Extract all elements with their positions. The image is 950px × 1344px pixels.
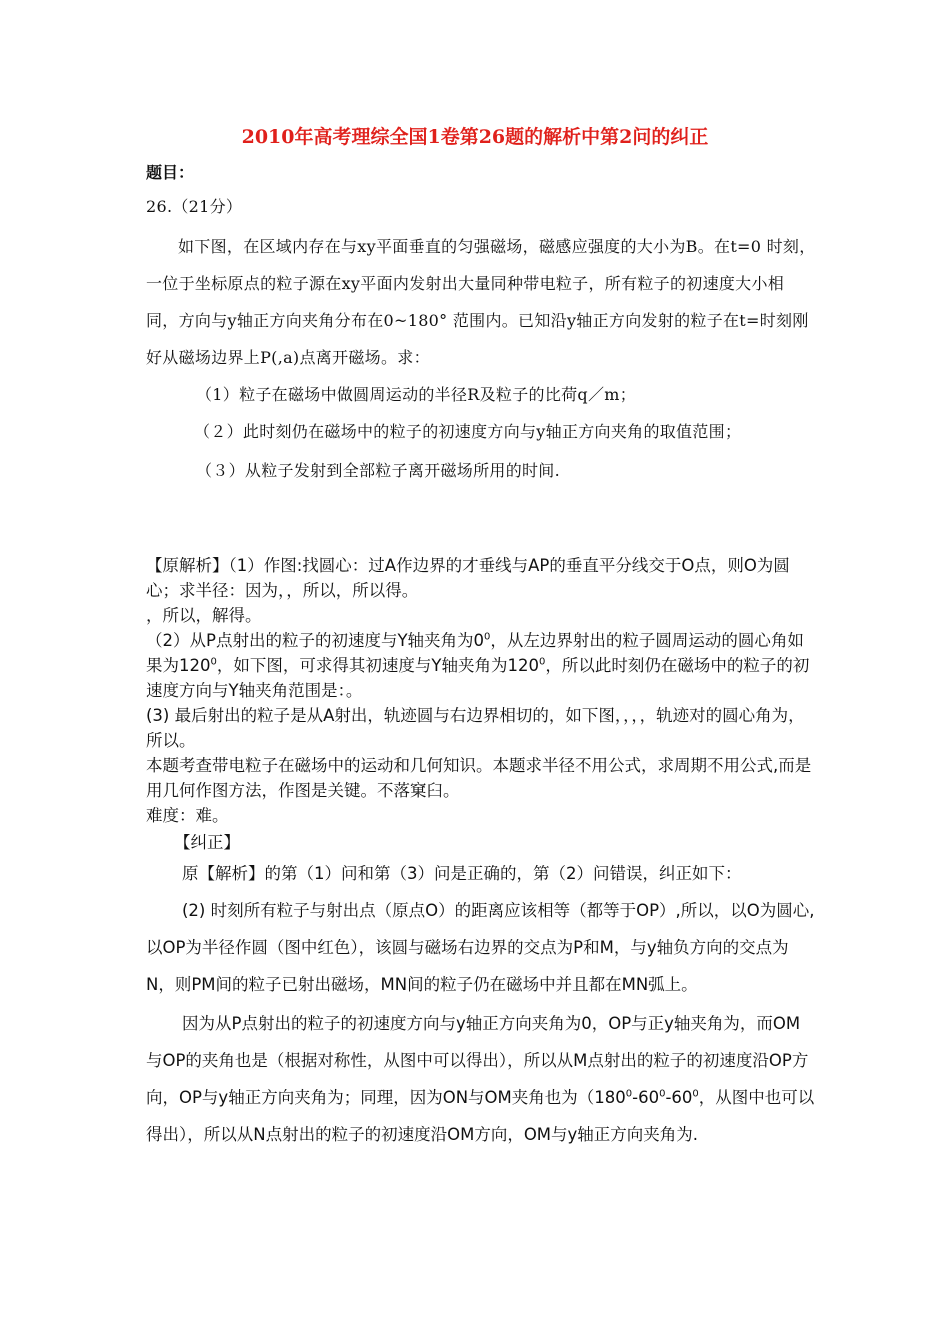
original-analysis-part2: （2）从P点射出的粒子的初速度与Y轴夹角为$0^0$，从左边界射出的粒子圆周运动的圆心角如果为$120^0$，如下图，可求得其初速度与Y轴夹角为$120^0$，所以此时刻仍在磁场中的粒子的初速度方向与Y轴夹角范围是：。	[146, 631, 810, 700]
question-label: 题目：	[146, 163, 195, 182]
difficulty-label: 难度：难。	[146, 806, 229, 825]
original-analysis-part3: (3) 最后射出的粒子是从A射出，轨迹圆与右边界相切的，如下图，，，，轨迹对的圆心角为，所以。	[146, 706, 805, 750]
subquestion-3: （３）从粒子发射到全部粒子离开磁场所用的时间.	[196, 461, 560, 480]
correction-angle-paragraph: 因为从P点射出的粒子的初速度方向与y轴正方向夹角为0，OP与正y轴夹角为，而OM与OP的夹角也是（根据对称性，从图中可以得出），所以从M点射出的粒子的初速度沿OP方向，OP与y轴正方向夹角为；同理，因为ON与OM夹角也为（$180^0-60^0-60^0$，从图中也可以得出），所以从N点射出的粒子的初速度沿OM方向，OM与y轴正方向夹角为.	[146, 1014, 815, 1144]
correction-section	[146, 855, 816, 1153]
question-paragraph: 如下图，在区域内存在与xy平面垂直的匀强磁场，磁感应强度的大小为B。在t=0 时刻，一位于坐标原点的粒子源在xy平面内发射出大量同种带电粒子，所有粒子的初速度大小相同，方向与y轴正方向夹角分布在0~180° 范围内。已知沿y轴正方向发射的粒子在t=时刻刚好从磁场边界上P(,a)点离开磁场。求：	[146, 237, 816, 367]
original-analysis-comment: 本题考查带电粒子在磁场中的运动和几何知识。本题求半径不用公式，求周期不用公式,而是用几何作图方法，作图是关键。不落窠臼。	[146, 756, 812, 800]
subquestion-1: （1）粒子在磁场中做圆周运动的半径R及粒子的比荷q／m；	[196, 385, 637, 404]
correction-intro: 原【解析】的第（1）问和第（3）问是正确的，第（2）问错误，纠正如下：	[182, 864, 742, 883]
subquestion-2: （２）此时刻仍在磁场中的粒子的初速度方向与y轴正方向夹角的取值范围；	[194, 422, 742, 441]
question-section	[146, 160, 816, 489]
original-analysis-part1-result: ，所以，解得。	[146, 606, 262, 625]
correction-part2-paragraph: (2) 时刻所有粒子与射出点（原点O）的距离应该相等（都等于OP）,所以，以O为圆心,以OP为半径作圆（图中红色），该圆与磁场右边界的交点为P和M，与y轴负方向的交点为N，则PM间的粒子已射出磁场，MN间的粒子仍在磁场中并且都在MN弧上。	[146, 901, 815, 994]
question-number: 26.（21分）	[146, 197, 243, 216]
original-analysis-section	[146, 553, 816, 855]
correction-label: 【纠正】	[174, 833, 240, 852]
document-title: 2010年高考理综全国1卷第26题的解析中第2问的纠正	[241, 126, 709, 148]
original-analysis-part1: 【原解析】（1）作图:找圆心：过A作边界的才垂线与AP的垂直平分线交于O点，则O为圆心；求半径：因为，，所以，所以得。	[146, 556, 790, 600]
